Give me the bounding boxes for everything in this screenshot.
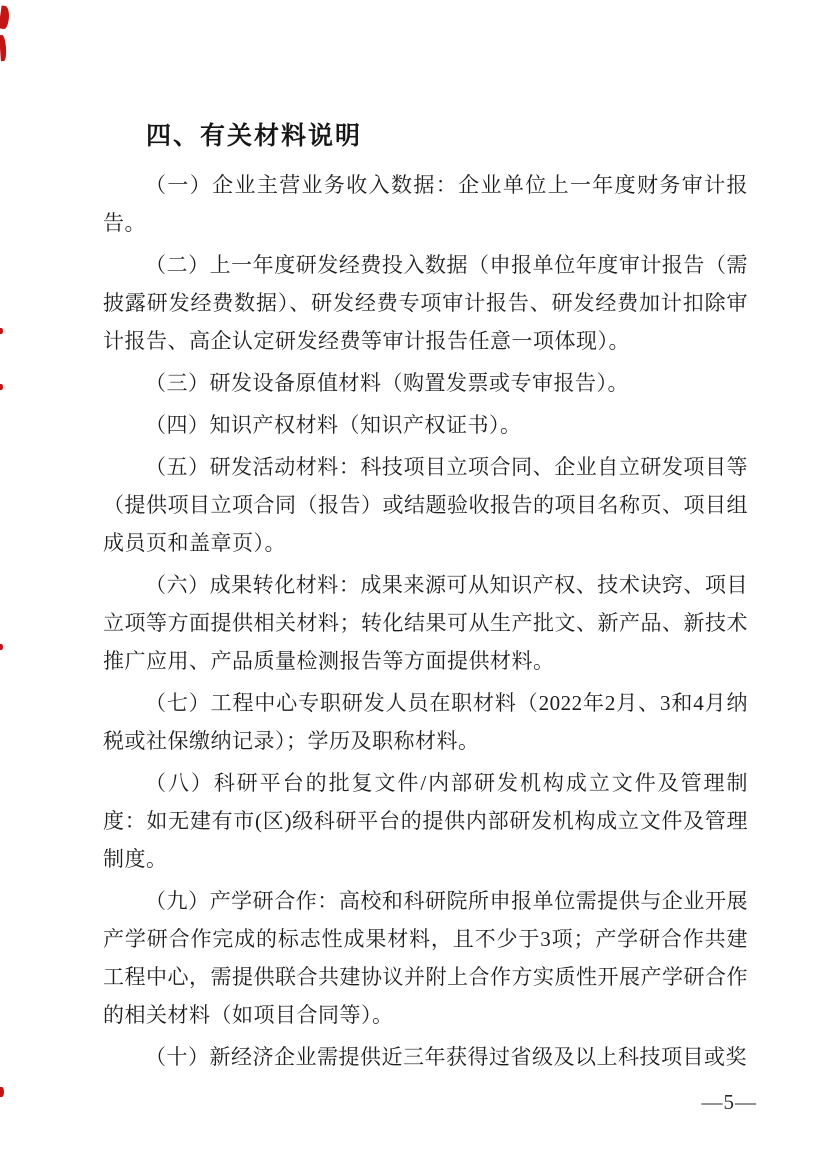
paragraph-item-3: （三）研发设备原值材料（购置发票或专审报告）。 — [145, 371, 629, 395]
red-scan-mark — [0, 35, 7, 61]
red-scan-mark — [0, 644, 3, 650]
paragraph-item-2: （二）上一年度研发经费投入数据（申报单位年度审计报告（需披露研发经费数据）、研发经费专项审计报告、研发经费加计扣除审计报告、高企认定研发经费等审计报告任意一项体现）。 — [103, 253, 748, 353]
paragraph-item-4: （四）知识产权材料（知识产权证书）。 — [145, 413, 522, 437]
page-number: —5— — [701, 1090, 757, 1114]
paragraph-item-8: （八）科研平台的批复文件/内部研发机构成立文件及管理制度：如无建有市(区)级科研平台的提供内部研发机构成立文件及管理制度。 — [103, 771, 748, 871]
paragraph-item-10: （十）新经济企业需提供近三年获得过省级及以上科技项目或奖 — [145, 1045, 747, 1069]
paragraph-item-7: （七）工程中心专职研发人员在职材料（2022年2月、3和4月纳税或社保缴纳记录）；学历及职称材料。 — [103, 691, 748, 753]
red-scan-mark — [0, 1087, 4, 1097]
red-scan-mark — [0, 5, 11, 29]
red-scan-mark — [0, 328, 3, 334]
paragraph-item-5: （五）研发活动材料：科技项目立项合同、企业自立研发项目等（提供项目立项合同（报告）或结题验收报告的项目名称页、项目组成员页和盖章页）。 — [103, 455, 748, 555]
paragraph-item-1: （一）企业主营业务收入数据：企业单位上一年度财务审计报告。 — [103, 173, 748, 235]
document-body — [103, 118, 748, 1080]
paragraph-item-9: （九）产学研合作：高校和科研院所申报单位需提供与企业开展产学研合作完成的标志性成果材料，且不少于3项；产学研合作共建工程中心，需提供联合共建协议并附上合作方实质性开展产学研合作的相关材料（如项目合同等）。 — [103, 889, 748, 1027]
paragraph-item-6: （六）成果转化材料：成果来源可从知识产权、技术诀窍、项目立项等方面提供相关材料；转化结果可从生产批文、新产品、新技术推广应用、产品质量检测报告等方面提供材料。 — [103, 573, 748, 673]
section-heading: 四、有关材料说明 — [146, 122, 363, 150]
red-scan-mark — [0, 384, 3, 390]
